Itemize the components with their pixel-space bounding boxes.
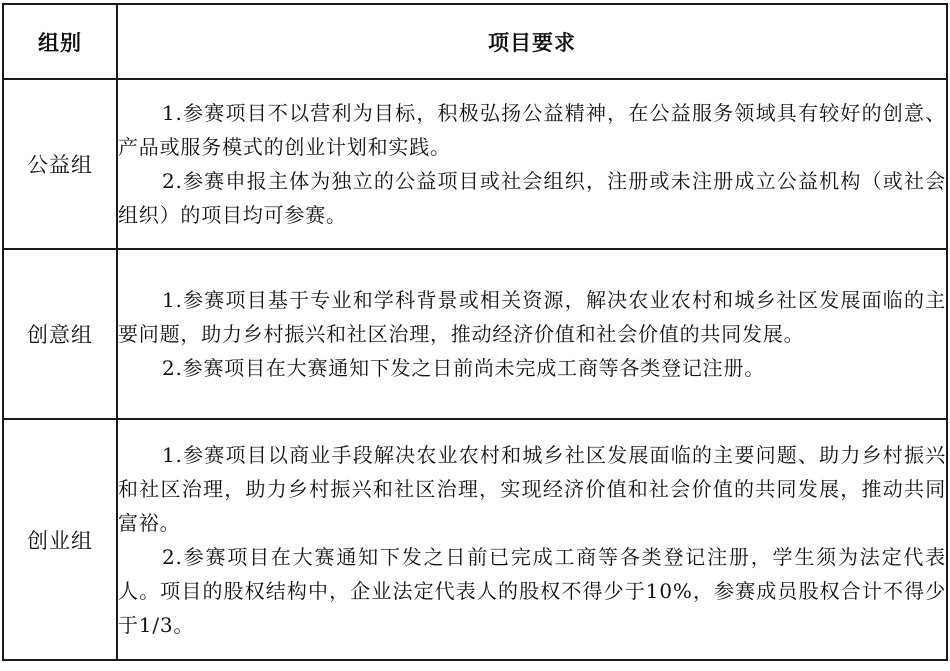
header-group: 组别 [3, 4, 117, 79]
header-requirements: 项目要求 [117, 4, 947, 79]
requirement-item: 2.参赛项目在大赛通知下发之日前尚未完成工商等各类登记注册。 [162, 356, 766, 380]
requirement-item: 2.参赛项目在大赛通知下发之日前已完成工商等各类登记注册，学生须为法定代表人。项目的股权结构中，企业法定代表人的股权不得少于10%，参赛成员股权合计不得少于1/3。 [118, 544, 946, 637]
group-name-startup: 创业组 [3, 419, 117, 660]
requirements-cell [117, 79, 947, 249]
table-row [3, 249, 947, 419]
table-row [3, 79, 947, 249]
requirements-cell [117, 249, 947, 419]
requirement-item: 1.参赛项目以商业手段解决农业农村和城乡社区发展面临的主要问题、助力乡村振兴和社区治理，助力乡村振兴和社区治理，实现经济价值和社会价值的共同发展，推动共同富裕。 [118, 442, 946, 535]
requirement-item: 2.参赛申报主体为独立的公益项目或社会组织，注册或未注册成立公益机构（或社会组织）的项目均可参赛。 [118, 169, 946, 227]
requirement-item: 1.参赛项目基于专业和学科背景或相关资源，解决农业农村和城乡社区发展面临的主要问题，助力乡村振兴和社区治理，推动经济价值和社会价值的共同发展。 [118, 288, 946, 346]
requirements-cell [117, 419, 947, 660]
header-row [3, 4, 947, 79]
table-row [3, 419, 947, 660]
requirements-table [2, 3, 948, 661]
requirement-item: 1.参赛项目不以营利为目标，积极弘扬公益精神，在公益服务领域具有较好的创意、产品或服务模式的创业计划和实践。 [118, 101, 946, 159]
group-name-public-welfare: 公益组 [3, 79, 117, 249]
group-name-creative: 创意组 [3, 249, 117, 419]
